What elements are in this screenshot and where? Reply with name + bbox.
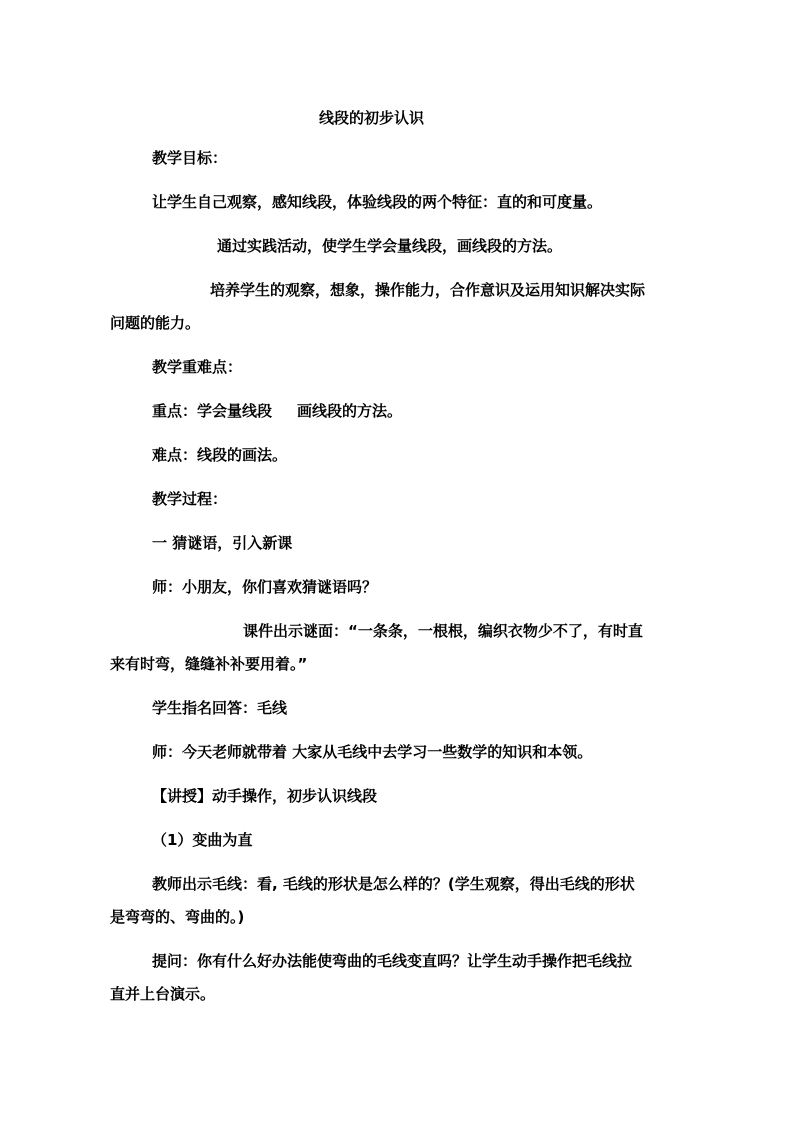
subsection-heading: （1）变曲为直 (152, 831, 253, 849)
riddle-line-1: 课件出示谜面：“一条条，一根根，编织衣物少不了，有时直 (243, 622, 643, 640)
objective-1: 让学生自己观察，感知线段，体验线段的两个特征：直的和可度量。 (152, 193, 603, 211)
section-heading-key-points: 教学重难点： (152, 358, 243, 376)
difficult-point: 难点：线段的画法。 (152, 446, 288, 464)
teacher-question: 师：小朋友，你们喜欢猜谜语吗？ (152, 578, 378, 596)
objective-2: 通过实践活动，使学生学会量线段，画线段的方法。 (217, 237, 563, 255)
student-answer: 学生指名回答：毛线 (152, 699, 288, 717)
question-line-1: 提问：你有什么好办法能使弯曲的毛线变直吗？让学生动手操作把毛线拉 (152, 952, 633, 970)
objective-3-line-2: 问题的能力。 (110, 314, 201, 332)
objective-3-line-1: 培养学生的观察，想象，操作能力，合作意识及运用知识解决实际 (210, 281, 646, 299)
lecture-heading: 【讲授】动手操作，初步认识线段 (152, 787, 378, 805)
section-heading-process: 教学过程： (152, 490, 228, 508)
teacher-demo-line-2: 是弯弯的、弯曲的。) (110, 908, 245, 926)
key-point-part-1: 重点：学会量线段 (152, 402, 273, 420)
document-title: 线段的初步认识 (319, 109, 425, 127)
teacher-demo-line-1: 教师出示毛线：看, 毛线的形状是怎么样的？(学生观察，得出毛线的形状 (152, 875, 635, 893)
teacher-intro: 师：今天老师就带着 大家从毛线中去学习一些数学的知识和本领。 (152, 743, 593, 761)
riddle-line-2: 来有时弯，缝缝补补要用着。” (110, 655, 308, 673)
process-step-1-heading: 一 猜谜语，引入新课 (152, 534, 293, 552)
section-heading-objectives: 教学目标： (152, 149, 228, 167)
key-point-part-2: 画线段的方法。 (297, 402, 403, 420)
question-line-2: 直并上台演示。 (110, 985, 216, 1003)
